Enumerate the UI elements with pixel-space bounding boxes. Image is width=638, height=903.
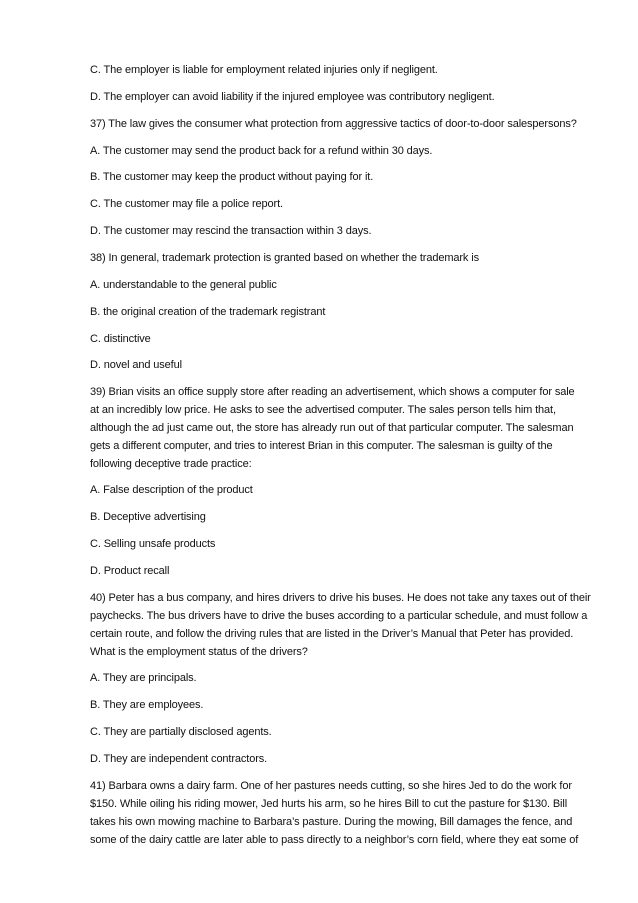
question-line: certain route, and follow the driving rules that are listed in the Driver’s Manual that Peter has provided. (90, 628, 574, 640)
question-line: 39) Brian visits an office supply store after reading an advertisement, which shows a computer for sale (90, 386, 575, 398)
answer-line: A. They are principals. (90, 672, 197, 684)
answer-line: C. The employer is liable for employment related injuries only if negligent. (90, 64, 438, 76)
answer-line: D. The customer may rescind the transaction within 3 days. (90, 225, 372, 237)
answer-line: D. They are independent contractors. (90, 753, 268, 765)
answer-line: D. Product recall (90, 565, 170, 577)
question-line: some of the dairy cattle are later able to pass directly to a neighbor’s corn field, where they eat some of (90, 834, 579, 846)
answer-line: C. Selling unsafe products (90, 538, 216, 550)
answer-line: B. the original creation of the trademark registrant (90, 306, 326, 318)
question-line: paychecks. The bus drivers have to drive the buses according to a particular schedule, and must follow a (90, 610, 588, 622)
question-line: following deceptive trade practice: (90, 458, 252, 470)
answer-line: D. The employer can avoid liability if the injured employee was contributory negligent. (90, 91, 495, 103)
answer-line: A. The customer may send the product back for a refund within 30 days. (90, 145, 433, 157)
answer-line: C. The customer may file a police report. (90, 198, 283, 210)
answer-line: A. understandable to the general public (90, 279, 277, 291)
question-line: gets a different computer, and tries to interest Brian in this computer. The salesman is guilty of the (90, 440, 553, 452)
question-line: 40) Peter has a bus company, and hires drivers to drive his buses. He does not take any taxes out of their (90, 592, 591, 604)
question-line: at an incredibly low price. He asks to see the advertised computer. The sales person tells him that, (90, 404, 556, 416)
question-line: takes his own mowing machine to Barbara’s pasture. During the mowing, Bill damages the fence, and (90, 816, 573, 828)
question-line: 37) The law gives the consumer what protection from aggressive tactics of door-to-door salespersons? (90, 118, 577, 130)
question-line: What is the employment status of the drivers? (90, 646, 308, 658)
answer-line: A. False description of the product (90, 484, 253, 496)
answer-line: C. distinctive (90, 333, 151, 345)
answer-line: C. They are partially disclosed agents. (90, 726, 272, 738)
answer-line: B. Deceptive advertising (90, 511, 206, 523)
answer-line: B. They are employees. (90, 699, 204, 711)
question-line: 41) Barbara owns a dairy farm. One of her pastures needs cutting, so she hires Jed to do the work for (90, 780, 572, 792)
question-line: $150. While oiling his riding mower, Jed hurts his arm, so he hires Bill to cut the pasture for $130. Bill (90, 798, 568, 810)
question-line: although the ad just came out, the store has already run out of that particular computer. The salesman (90, 422, 574, 434)
answer-line: B. The customer may keep the product without paying for it. (90, 171, 374, 183)
question-line: 38) In general, trademark protection is granted based on whether the trademark is (90, 252, 479, 264)
answer-line: D. novel and useful (90, 359, 182, 371)
